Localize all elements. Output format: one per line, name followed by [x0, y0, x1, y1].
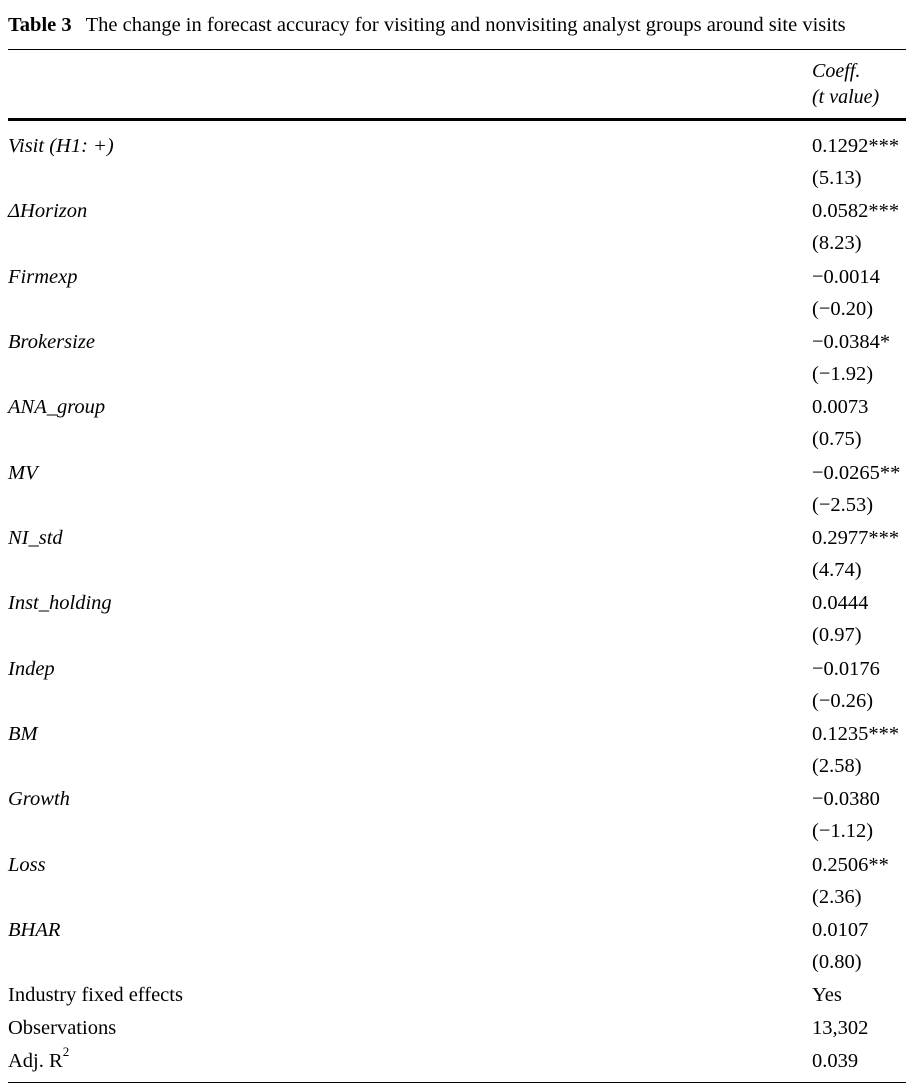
observations-label: Observations: [8, 1017, 117, 1039]
t-value: (−1.12): [812, 820, 874, 842]
variable-name: ANA_group: [8, 396, 106, 418]
table-row: [0, 852, 912, 908]
observations-value: 13,302: [812, 1017, 869, 1039]
coefficient: 0.2506**: [812, 854, 889, 876]
variable-name: Indep: [8, 658, 55, 680]
coefficient: −0.0265**: [812, 462, 901, 484]
variable-name: Visit (H1: +): [8, 135, 114, 157]
variable-name: ΔHorizon: [8, 200, 88, 222]
coefficient: −0.0014: [812, 266, 880, 288]
t-value: (0.75): [812, 428, 862, 450]
t-value: (0.97): [812, 624, 862, 646]
table-row: [0, 590, 912, 646]
variable-name: Growth: [8, 788, 70, 810]
coefficient: 0.0582***: [812, 200, 900, 222]
table-row: [0, 460, 912, 516]
bottom-rule: [8, 1082, 906, 1083]
variable-name: Loss: [8, 854, 46, 876]
top-rule: [8, 49, 906, 50]
t-value: (2.36): [812, 886, 862, 908]
coefficient: 0.2977***: [812, 527, 900, 549]
table-row: [0, 133, 912, 189]
coefficient: −0.0176: [812, 658, 880, 680]
variable-name: Firmexp: [8, 266, 78, 288]
coefficient: 0.1235***: [812, 723, 900, 745]
table-row: [0, 917, 912, 973]
adj-r2-value: 0.039: [812, 1050, 859, 1072]
column-header: [812, 58, 879, 110]
adj-r2-label: [8, 1044, 70, 1074]
variable-name: Brokersize: [8, 331, 95, 353]
t-value: (2.58): [812, 755, 862, 777]
variable-name: BM: [8, 723, 38, 745]
column-header-coeff: Coeff.: [812, 60, 861, 82]
adj-r2-label-text: Adj. R: [8, 1050, 63, 1072]
t-value: (−2.53): [812, 494, 874, 516]
table-row: [0, 264, 912, 320]
coefficient: −0.0384*: [812, 331, 891, 353]
variable-name: NI_std: [8, 527, 63, 549]
table-row: [0, 786, 912, 842]
table-row: [0, 394, 912, 450]
t-value: (8.23): [812, 232, 862, 254]
t-value: (−0.20): [812, 298, 874, 320]
coefficient: 0.0444: [812, 592, 869, 614]
variable-name: BHAR: [8, 919, 61, 941]
t-value: (0.80): [812, 951, 862, 973]
table-caption: [8, 14, 846, 37]
t-value: (−1.92): [812, 363, 874, 385]
variable-name: MV: [8, 462, 38, 484]
table-title: The change in forecast accuracy for visiting and nonvisiting analyst groups around site visits: [85, 14, 846, 36]
table-label: Table 3: [8, 14, 72, 36]
coefficient: 0.0107: [812, 919, 869, 941]
table-row: [0, 525, 912, 581]
table-row: [0, 721, 912, 777]
adj-r2-row: [0, 1044, 912, 1074]
adj-r2-superscript: 2: [62, 1044, 70, 1060]
table-row: [0, 198, 912, 254]
industry-fixed-effects-label: Industry fixed effects: [8, 984, 183, 1006]
t-value: (4.74): [812, 559, 862, 581]
industry-fixed-effects-value: Yes: [812, 984, 842, 1006]
header-rule: [8, 118, 906, 121]
variable-name: Inst_holding: [8, 592, 112, 614]
table-row: [0, 329, 912, 385]
column-header-tvalue: (t value): [812, 86, 880, 108]
industry-fixed-effects-row: [0, 982, 912, 1008]
coefficient: −0.0380: [812, 788, 880, 810]
coefficient: 0.1292***: [812, 135, 900, 157]
t-value: (5.13): [812, 167, 862, 189]
coefficient: 0.0073: [812, 396, 869, 418]
table-row: [0, 656, 912, 712]
observations-row: [0, 1015, 912, 1041]
t-value: (−0.26): [812, 690, 874, 712]
